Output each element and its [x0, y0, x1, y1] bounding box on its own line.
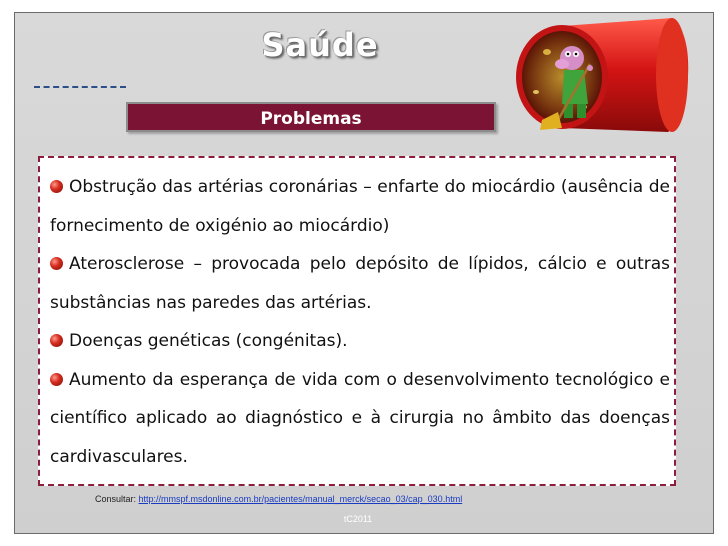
list-item-text: Aterosclerose – provocada pelo depósito de lípidos, cálcio e outras substâncias nas paredes das artérias.	[50, 254, 670, 313]
subtitle-bar	[126, 102, 496, 132]
slide-title: Saúde	[261, 26, 379, 64]
decorative-dashed-line	[34, 86, 126, 88]
subtitle-text: Problemas	[260, 109, 362, 129]
reference-link[interactable]: http://mmspf.msdonline.com.br/pacientes/manual_merck/secao_03/cap_030.html	[138, 494, 463, 504]
bullet-list	[50, 168, 670, 476]
footer-label: Consultar:	[95, 494, 139, 504]
list-item-text: Doenças genéticas (congénitas).	[69, 331, 348, 351]
list-item	[50, 361, 670, 477]
red-ball-bullet-icon	[50, 373, 63, 386]
list-item-text: Aumento da esperança de vida com o desenvolvimento tecnológico e científico aplicado ao diagnóstico e à cirurgia no âmbito das doenças cardivasculares.	[50, 369, 670, 467]
red-ball-bullet-icon	[50, 334, 63, 347]
list-item	[50, 245, 670, 322]
list-item	[50, 168, 670, 245]
page-number: tC2011	[343, 514, 373, 524]
red-ball-bullet-icon	[50, 257, 63, 270]
footer-reference	[95, 494, 462, 504]
red-ball-bullet-icon	[50, 180, 63, 193]
content-box	[38, 156, 676, 486]
list-item	[50, 322, 670, 361]
artery-cleaner-illustration	[512, 12, 692, 142]
list-item-text: Obstrução das artérias coronárias – enfarte do miocárdio (ausência de fornecimento de oxigénio ao miocárdio)	[50, 177, 670, 236]
